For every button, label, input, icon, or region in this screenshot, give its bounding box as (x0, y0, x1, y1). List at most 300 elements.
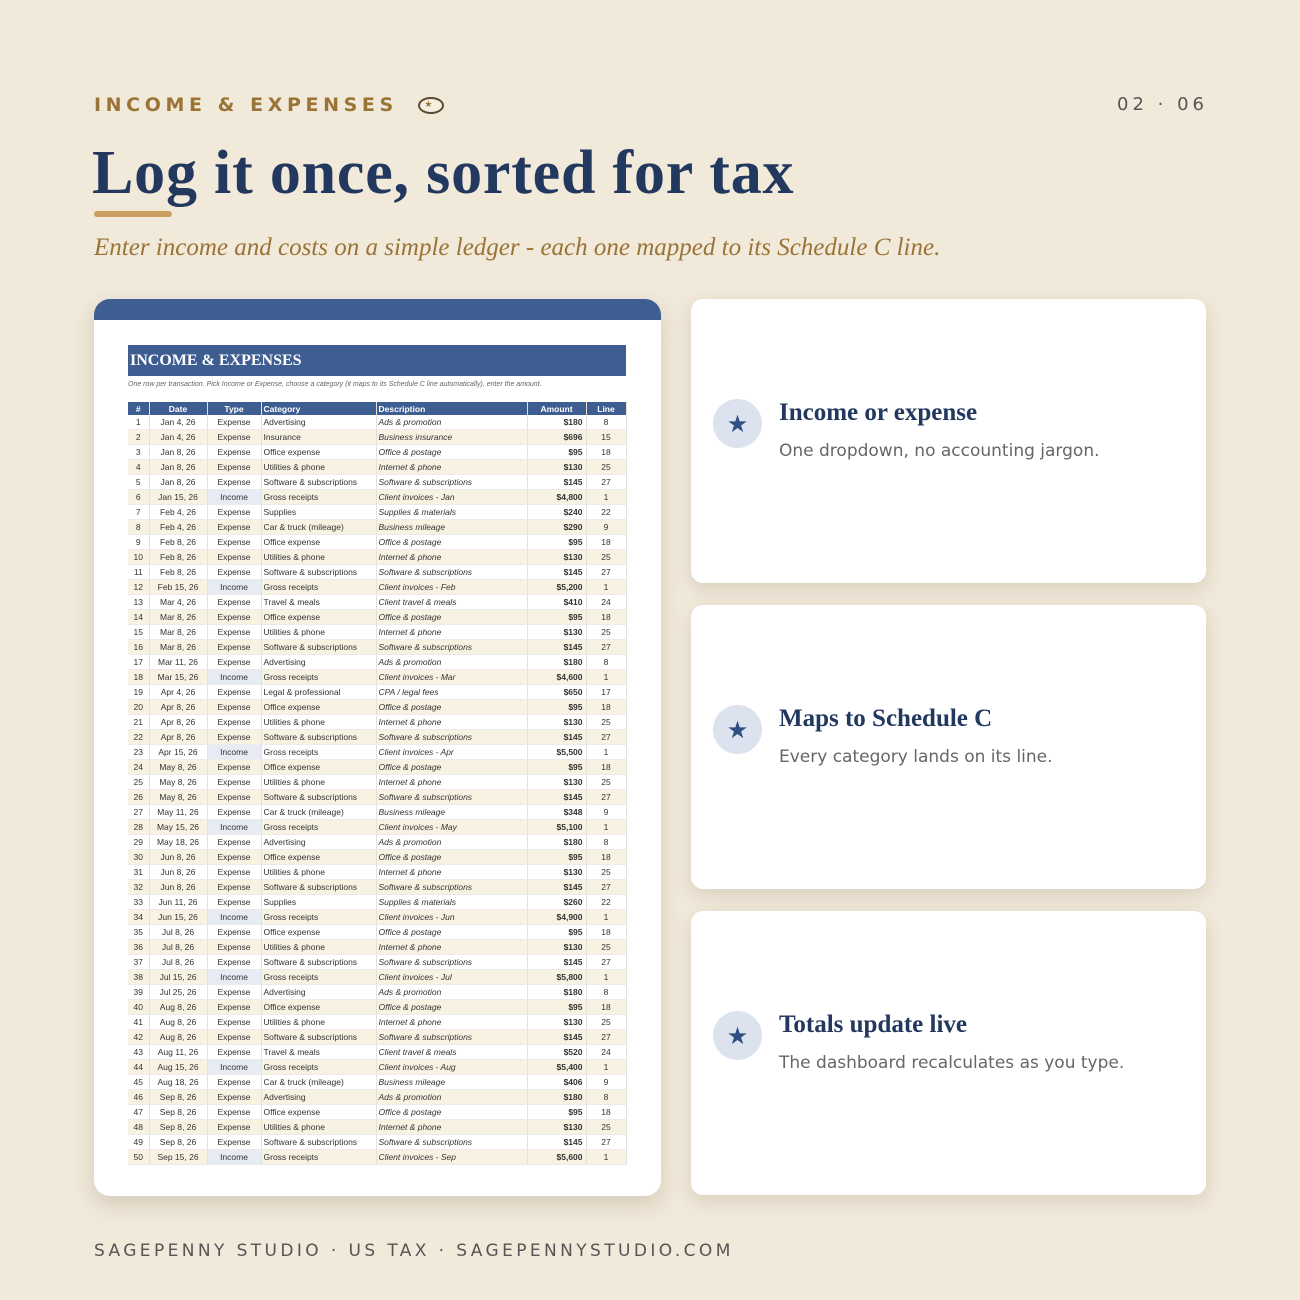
cell-amount: $290 (527, 520, 586, 535)
table-row (128, 880, 626, 895)
cell-line: 22 (586, 505, 626, 520)
cell-date: Feb 8, 26 (149, 535, 207, 550)
cell-amount: $260 (527, 895, 586, 910)
cell-amount: $95 (527, 1000, 586, 1015)
cell-description: Software & subscriptions (376, 565, 527, 580)
cell-type: Expense (207, 460, 261, 475)
cell-amount: $410 (527, 595, 586, 610)
cell-type: Expense (207, 835, 261, 850)
cell-type: Expense (207, 640, 261, 655)
cell-description: Software & subscriptions (376, 730, 527, 745)
cell-description: Client invoices - Feb (376, 580, 527, 595)
cell-category: Legal & professional (261, 685, 376, 700)
cell-description: Internet & phone (376, 715, 527, 730)
cell-number: 45 (128, 1075, 149, 1090)
cell-line: 8 (586, 985, 626, 1000)
table-row (128, 430, 626, 445)
table-row (128, 805, 626, 820)
cell-number: 14 (128, 610, 149, 625)
table-row (128, 415, 626, 430)
table-row (128, 475, 626, 490)
cell-category: Software & subscriptions (261, 880, 376, 895)
cell-description: Software & subscriptions (376, 1135, 527, 1150)
cell-line: 1 (586, 580, 626, 595)
cell-amount: $130 (527, 715, 586, 730)
feature-title: Maps to Schedule C (779, 705, 993, 732)
table-row (128, 685, 626, 700)
cell-category: Gross receipts (261, 970, 376, 985)
cell-description: Client invoices - Mar (376, 670, 527, 685)
cell-category: Gross receipts (261, 1060, 376, 1075)
cell-number: 49 (128, 1135, 149, 1150)
cell-line: 1 (586, 910, 626, 925)
table-row (128, 595, 626, 610)
cell-line: 18 (586, 1000, 626, 1015)
cell-amount: $95 (527, 760, 586, 775)
cell-number: 41 (128, 1015, 149, 1030)
eyebrow (94, 94, 444, 116)
cell-number: 5 (128, 475, 149, 490)
cell-date: Jul 25, 26 (149, 985, 207, 1000)
cell-number: 23 (128, 745, 149, 760)
cell-line: 25 (586, 1015, 626, 1030)
cell-category: Utilities & phone (261, 1120, 376, 1135)
cell-category: Utilities & phone (261, 715, 376, 730)
cell-number: 30 (128, 850, 149, 865)
cell-category: Software & subscriptions (261, 475, 376, 490)
cell-category: Utilities & phone (261, 775, 376, 790)
table-row (128, 1150, 626, 1165)
cell-category: Utilities & phone (261, 1015, 376, 1030)
cell-category: Advertising (261, 1090, 376, 1105)
cell-amount: $145 (527, 790, 586, 805)
cell-date: Jun 11, 26 (149, 895, 207, 910)
cell-number: 6 (128, 490, 149, 505)
cell-number: 47 (128, 1105, 149, 1120)
cell-description: Internet & phone (376, 775, 527, 790)
cell-type: Expense (207, 610, 261, 625)
cell-type: Expense (207, 715, 261, 730)
cell-amount: $95 (527, 535, 586, 550)
cell-date: Mar 8, 26 (149, 610, 207, 625)
cell-number: 3 (128, 445, 149, 460)
ledger-rows (128, 415, 626, 1165)
cell-type: Expense (207, 880, 261, 895)
page-indicator: 02 · 06 (1117, 94, 1208, 115)
cell-number: 29 (128, 835, 149, 850)
cell-type: Expense (207, 595, 261, 610)
cell-category: Office expense (261, 700, 376, 715)
page-subtitle: Enter income and costs on a simple ledger - each one mapped to its Schedule C line. (94, 234, 941, 261)
cell-line: 18 (586, 925, 626, 940)
cell-amount: $5,600 (527, 1150, 586, 1165)
page-title: Log it once, sorted for tax (92, 139, 795, 207)
cell-amount: $130 (527, 550, 586, 565)
feature-card-totals-live (691, 911, 1206, 1195)
cell-date: May 8, 26 (149, 775, 207, 790)
feature-card-schedule-c (691, 605, 1206, 889)
cell-date: Jan 8, 26 (149, 475, 207, 490)
cell-description: Ads & promotion (376, 415, 527, 430)
cell-category: Office expense (261, 445, 376, 460)
cell-category: Car & truck (mileage) (261, 805, 376, 820)
table-row (128, 925, 626, 940)
cell-amount: $180 (527, 835, 586, 850)
cell-line: 15 (586, 430, 626, 445)
cell-line: 27 (586, 880, 626, 895)
table-row (128, 745, 626, 760)
title-underline (94, 211, 172, 217)
cell-description: Business mileage (376, 520, 527, 535)
cell-category: Software & subscriptions (261, 1030, 376, 1045)
cell-number: 2 (128, 430, 149, 445)
cell-number: 28 (128, 820, 149, 835)
cell-description: Software & subscriptions (376, 880, 527, 895)
cell-line: 25 (586, 550, 626, 565)
table-row (128, 565, 626, 580)
cell-date: Aug 8, 26 (149, 1000, 207, 1015)
cell-date: Jul 8, 26 (149, 925, 207, 940)
cell-number: 38 (128, 970, 149, 985)
cell-category: Gross receipts (261, 820, 376, 835)
cell-type: Expense (207, 445, 261, 460)
star-icon: ★ (713, 399, 762, 448)
cell-amount: $145 (527, 565, 586, 580)
cell-description: Internet & phone (376, 865, 527, 880)
sheet-instructions: One row per transaction. Pick Income or Expense, choose a category (it maps to its Schedule C line automatically), enter the amount. (128, 381, 542, 388)
table-row (128, 505, 626, 520)
cell-number: 35 (128, 925, 149, 940)
cell-type: Expense (207, 415, 261, 430)
cell-date: Mar 8, 26 (149, 640, 207, 655)
cell-date: Jun 8, 26 (149, 850, 207, 865)
cell-type: Expense (207, 550, 261, 565)
cell-line: 9 (586, 1075, 626, 1090)
feature-description: Every category lands on its line. (779, 747, 1053, 767)
cell-date: Feb 8, 26 (149, 565, 207, 580)
table-row (128, 670, 626, 685)
cell-number: 10 (128, 550, 149, 565)
footer-credit: SAGEPENNY STUDIO · US TAX · SAGEPENNYSTUDIO.COM (94, 1241, 734, 1261)
cell-category: Software & subscriptions (261, 955, 376, 970)
cell-type: Expense (207, 505, 261, 520)
cell-category: Utilities & phone (261, 625, 376, 640)
cell-category: Office expense (261, 1105, 376, 1120)
cell-date: Jul 15, 26 (149, 970, 207, 985)
cell-line: 18 (586, 700, 626, 715)
cell-date: Sep 8, 26 (149, 1090, 207, 1105)
cell-category: Supplies (261, 505, 376, 520)
cell-number: 18 (128, 670, 149, 685)
cell-amount: $145 (527, 955, 586, 970)
cell-description: Ads & promotion (376, 985, 527, 1000)
cell-number: 20 (128, 700, 149, 715)
cell-description: Ads & promotion (376, 835, 527, 850)
cell-date: Mar 8, 26 (149, 625, 207, 640)
cell-category: Software & subscriptions (261, 790, 376, 805)
cell-category: Office expense (261, 760, 376, 775)
cell-type: Expense (207, 565, 261, 580)
cell-category: Advertising (261, 835, 376, 850)
cell-description: Software & subscriptions (376, 640, 527, 655)
cell-description: Client invoices - Jan (376, 490, 527, 505)
cell-date: Jan 4, 26 (149, 415, 207, 430)
cell-amount: $95 (527, 700, 586, 715)
cell-category: Software & subscriptions (261, 730, 376, 745)
cell-category: Gross receipts (261, 1150, 376, 1165)
cell-line: 18 (586, 850, 626, 865)
col-header-date: Date (149, 402, 207, 415)
cell-number: 15 (128, 625, 149, 640)
cell-line: 24 (586, 1045, 626, 1060)
spreadsheet (128, 345, 626, 1165)
cell-date: Apr 8, 26 (149, 700, 207, 715)
table-row (128, 1120, 626, 1135)
cell-number: 16 (128, 640, 149, 655)
star-icon: ★ (713, 1011, 762, 1060)
cell-line: 27 (586, 1135, 626, 1150)
cell-number: 48 (128, 1120, 149, 1135)
cell-type: Income (207, 490, 261, 505)
cell-description: Software & subscriptions (376, 790, 527, 805)
cell-description: Office & postage (376, 850, 527, 865)
cell-line: 24 (586, 595, 626, 610)
cell-date: May 15, 26 (149, 820, 207, 835)
cell-description: Office & postage (376, 1105, 527, 1120)
cell-type: Expense (207, 685, 261, 700)
cell-number: 25 (128, 775, 149, 790)
cell-date: May 8, 26 (149, 760, 207, 775)
cell-line: 25 (586, 625, 626, 640)
feature-description: The dashboard recalculates as you type. (779, 1053, 1125, 1073)
table-row (128, 550, 626, 565)
cell-type: Expense (207, 430, 261, 445)
cell-description: Client invoices - Apr (376, 745, 527, 760)
cell-date: Apr 8, 26 (149, 730, 207, 745)
cell-line: 25 (586, 940, 626, 955)
cell-description: Business mileage (376, 805, 527, 820)
ledger-card-topbar (94, 299, 661, 320)
cell-description: Client travel & meals (376, 1045, 527, 1060)
cell-number: 50 (128, 1150, 149, 1165)
cell-line: 1 (586, 1060, 626, 1075)
table-row (128, 955, 626, 970)
cell-description: Ads & promotion (376, 655, 527, 670)
table-row (128, 535, 626, 550)
star-icon: ★ (713, 705, 762, 754)
feature-card-income-or-expense (691, 299, 1206, 583)
cell-date: Mar 11, 26 (149, 655, 207, 670)
cell-category: Utilities & phone (261, 940, 376, 955)
cell-category: Gross receipts (261, 910, 376, 925)
cell-date: Mar 15, 26 (149, 670, 207, 685)
cell-type: Income (207, 820, 261, 835)
table-row (128, 775, 626, 790)
col-header-number: # (128, 402, 149, 415)
cell-line: 27 (586, 1030, 626, 1045)
cell-amount: $130 (527, 625, 586, 640)
cell-description: Internet & phone (376, 1120, 527, 1135)
cell-line: 25 (586, 460, 626, 475)
cell-amount: $5,400 (527, 1060, 586, 1075)
cell-number: 21 (128, 715, 149, 730)
cell-date: Aug 8, 26 (149, 1030, 207, 1045)
cell-amount: $5,200 (527, 580, 586, 595)
cell-number: 4 (128, 460, 149, 475)
cell-type: Income (207, 745, 261, 760)
cell-number: 19 (128, 685, 149, 700)
cell-amount: $240 (527, 505, 586, 520)
cell-date: Feb 4, 26 (149, 520, 207, 535)
cell-date: Feb 8, 26 (149, 550, 207, 565)
cell-type: Income (207, 910, 261, 925)
cell-amount: $4,900 (527, 910, 586, 925)
ledger-table (128, 402, 627, 1165)
cell-date: Jun 8, 26 (149, 880, 207, 895)
cell-date: Sep 15, 26 (149, 1150, 207, 1165)
table-row (128, 1000, 626, 1015)
cell-line: 18 (586, 760, 626, 775)
table-row (128, 445, 626, 460)
cell-amount: $145 (527, 730, 586, 745)
cell-category: Advertising (261, 985, 376, 1000)
cell-description: Business mileage (376, 1075, 527, 1090)
table-row (128, 490, 626, 505)
cell-category: Software & subscriptions (261, 1135, 376, 1150)
cell-type: Income (207, 580, 261, 595)
cell-amount: $5,500 (527, 745, 586, 760)
feature-title: Income or expense (779, 399, 978, 426)
cell-category: Software & subscriptions (261, 565, 376, 580)
cell-description: Supplies & materials (376, 505, 527, 520)
cell-category: Travel & meals (261, 1045, 376, 1060)
cell-category: Insurance (261, 430, 376, 445)
cell-amount: $95 (527, 1105, 586, 1120)
col-header-type: Type (207, 402, 261, 415)
cell-number: 32 (128, 880, 149, 895)
cell-number: 39 (128, 985, 149, 1000)
cell-date: Sep 8, 26 (149, 1105, 207, 1120)
cell-date: May 8, 26 (149, 790, 207, 805)
cell-date: Aug 15, 26 (149, 1060, 207, 1075)
cell-number: 11 (128, 565, 149, 580)
cell-type: Expense (207, 475, 261, 490)
cell-type: Expense (207, 760, 261, 775)
cell-amount: $130 (527, 460, 586, 475)
cell-amount: $130 (527, 1120, 586, 1135)
table-row (128, 940, 626, 955)
cell-date: Aug 8, 26 (149, 1015, 207, 1030)
cell-amount: $348 (527, 805, 586, 820)
cell-amount: $4,600 (527, 670, 586, 685)
cell-line: 27 (586, 730, 626, 745)
cell-type: Income (207, 970, 261, 985)
cell-description: Client invoices - Jul (376, 970, 527, 985)
cell-category: Office expense (261, 925, 376, 940)
table-row (128, 1105, 626, 1120)
cell-category: Car & truck (mileage) (261, 520, 376, 535)
table-row (128, 820, 626, 835)
cell-amount: $95 (527, 850, 586, 865)
cell-number: 24 (128, 760, 149, 775)
cell-type: Expense (207, 1075, 261, 1090)
cell-amount: $145 (527, 1030, 586, 1045)
table-row (128, 460, 626, 475)
table-row (128, 520, 626, 535)
cell-date: Jan 8, 26 (149, 445, 207, 460)
table-row (128, 610, 626, 625)
cell-type: Expense (207, 895, 261, 910)
cell-date: May 11, 26 (149, 805, 207, 820)
eyebrow-label: INCOME & EXPENSES (94, 94, 398, 116)
cell-amount: $180 (527, 655, 586, 670)
table-row (128, 910, 626, 925)
cell-date: Jul 8, 26 (149, 955, 207, 970)
cell-number: 17 (128, 655, 149, 670)
cell-amount: $180 (527, 985, 586, 1000)
cell-type: Expense (207, 790, 261, 805)
cell-line: 25 (586, 775, 626, 790)
cell-type: Income (207, 1060, 261, 1075)
cell-type: Expense (207, 625, 261, 640)
cell-line: 27 (586, 640, 626, 655)
cell-line: 8 (586, 1090, 626, 1105)
table-row (128, 850, 626, 865)
cell-type: Expense (207, 1015, 261, 1030)
cell-date: Jan 4, 26 (149, 430, 207, 445)
cell-date: Apr 4, 26 (149, 685, 207, 700)
table-row (128, 730, 626, 745)
cell-line: 18 (586, 445, 626, 460)
cell-date: Aug 11, 26 (149, 1045, 207, 1060)
cell-description: Office & postage (376, 535, 527, 550)
table-row (128, 700, 626, 715)
cell-amount: $95 (527, 445, 586, 460)
cell-description: Software & subscriptions (376, 1030, 527, 1045)
cell-type: Expense (207, 1000, 261, 1015)
table-row (128, 1090, 626, 1105)
cell-description: Internet & phone (376, 550, 527, 565)
cell-category: Utilities & phone (261, 865, 376, 880)
cell-type: Expense (207, 985, 261, 1000)
cell-type: Expense (207, 925, 261, 940)
cell-amount: $696 (527, 430, 586, 445)
cell-line: 27 (586, 475, 626, 490)
cell-description: Client invoices - Aug (376, 1060, 527, 1075)
cell-amount: $180 (527, 1090, 586, 1105)
cell-description: Internet & phone (376, 1015, 527, 1030)
cell-type: Expense (207, 1030, 261, 1045)
cell-description: Business insurance (376, 430, 527, 445)
cell-category: Office expense (261, 850, 376, 865)
cell-line: 1 (586, 745, 626, 760)
cell-line: 1 (586, 820, 626, 835)
cell-line: 27 (586, 565, 626, 580)
cell-type: Expense (207, 955, 261, 970)
cell-amount: $4,800 (527, 490, 586, 505)
cell-number: 33 (128, 895, 149, 910)
cell-number: 7 (128, 505, 149, 520)
cell-line: 27 (586, 955, 626, 970)
cell-description: Software & subscriptions (376, 955, 527, 970)
cell-type: Expense (207, 865, 261, 880)
cell-date: Jan 8, 26 (149, 460, 207, 475)
cell-line: 25 (586, 1120, 626, 1135)
cell-date: Mar 4, 26 (149, 595, 207, 610)
table-row (128, 1015, 626, 1030)
cell-description: Ads & promotion (376, 1090, 527, 1105)
cell-number: 9 (128, 535, 149, 550)
